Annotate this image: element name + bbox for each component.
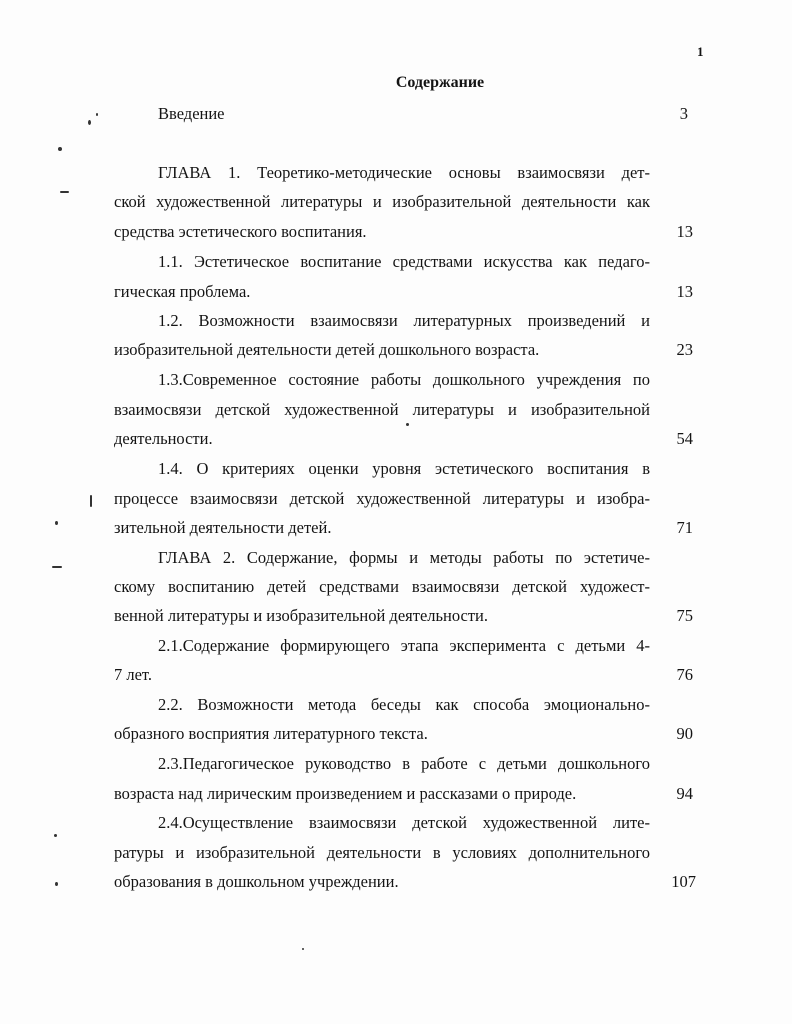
toc-entry-page: 90	[676, 724, 693, 743]
toc-entry-line: 1.2. Возможности взаимосвязи литературных произведений и	[158, 311, 650, 330]
toc-entry-line: 2.4.Осуществление взаимосвязи детской художественной лите-	[158, 813, 650, 832]
scan-speck	[54, 834, 57, 837]
toc-entry-line: венной литературы и изобразительной деятельности.	[114, 606, 489, 625]
scan-speck	[88, 120, 91, 125]
toc-entry-line: ГЛАВА 2. Содержание, формы и методы работы по эстетиче-	[158, 548, 650, 567]
toc-entry-page: 3	[679, 104, 688, 123]
toc-entry-line: ГЛАВА 1. Теоретико-методические основы взаимосвязи дет-	[158, 163, 650, 182]
toc-entry-page: 71	[676, 518, 693, 537]
toc-entry-page: 94	[676, 784, 693, 803]
toc-entry-page: 13	[676, 282, 693, 301]
page-number: 1	[697, 44, 704, 59]
toc-entry-line: возраста над лирическим произведением и рассказами о природе.	[114, 784, 577, 803]
scan-speck	[406, 423, 409, 426]
toc-entry-line: 2.2. Возможности метода беседы как способа эмоционально-	[158, 695, 650, 714]
toc-entry-line: 1.3.Современное состояние работы дошкольного учреждения по	[158, 370, 650, 389]
toc-entry-page: 23	[676, 340, 693, 359]
scan-speck	[90, 495, 92, 507]
scan-speck	[55, 882, 58, 886]
toc-entry-line: образного восприятия литературного текста.	[114, 724, 428, 743]
scan-speck	[60, 191, 69, 193]
toc-entry-line: средства эстетического воспитания.	[114, 222, 367, 241]
toc-entry-line: 1.4. О критериях оценки уровня эстетического воспитания в	[158, 459, 650, 478]
scan-speck	[96, 113, 98, 116]
toc-entry-line: образования в дошкольном учреждении.	[114, 872, 399, 891]
toc-entry-line: ской художественной литературы и изобразительной деятельности как	[114, 192, 650, 211]
toc-entry-line: процессе взаимосвязи детской художественной литературы и изобра-	[114, 489, 650, 508]
toc-entry-line: гическая проблема.	[114, 282, 251, 301]
toc-entry-line: зительной деятельности детей.	[114, 518, 332, 537]
toc-entry-line: 2.1.Содержание формирующего этапа эксперимента с детьми 4-	[158, 636, 650, 655]
scan-speck	[58, 147, 62, 151]
toc-entry-line: деятельности.	[114, 429, 213, 448]
toc-entry-line: 2.3.Педагогическое руководство в работе с детьми дошкольного	[158, 754, 650, 773]
toc-entry-line: Введение	[158, 104, 225, 123]
toc-entry-page: 76	[676, 665, 693, 684]
toc-entry-page: 107	[671, 872, 696, 891]
toc-entry-page: 13	[676, 222, 693, 241]
toc-title: Содержание	[395, 74, 485, 91]
scan-speck	[55, 521, 58, 525]
toc-entry-line: взаимосвязи детской художественной литературы и изобразительной	[114, 400, 650, 419]
toc-entry-line: 7 лет.	[114, 665, 153, 684]
toc-entry-line: скому воспитанию детей средствами взаимосвязи детской художест-	[114, 577, 650, 596]
toc-entry-line: ратуры и изобразительной деятельности в условиях дополнительного	[114, 843, 650, 862]
scan-speck	[302, 948, 304, 950]
toc-entry-page: 54	[676, 429, 693, 448]
scan-speck	[52, 566, 62, 568]
toc-entry-line: 1.1. Эстетическое воспитание средствами искусства как педаго-	[158, 252, 650, 271]
toc-entry-page: 75	[676, 606, 693, 625]
toc-entry-line: изобразительной деятельности детей дошкольного возраста.	[114, 340, 540, 359]
